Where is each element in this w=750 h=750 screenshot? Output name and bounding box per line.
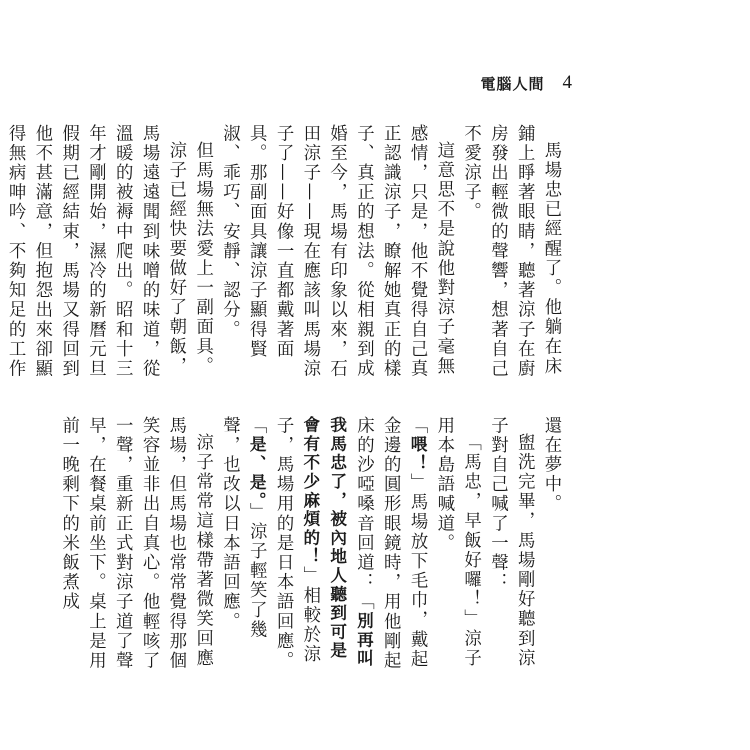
paragraph [216, 416, 270, 674]
paragraph: 這意思不是說他對涼子毫無感情，只是，他不覺得自己真正認識涼子，瞭解她真正的樣子、真正的想法。從相親到成婚至今，馬場有印象以來，石田涼子——現在應該叫馬場涼子了——好像一直都戴著面具。那副面具讓涼子顯得賢淑、乖巧、安靜、認分。 [219, 124, 454, 379]
running-header [480, 72, 572, 94]
text-run: 「 [407, 416, 428, 436]
paragraph [269, 416, 430, 674]
text-run: 」涼子輕笑了幾聲，也改以日本語回應。 [219, 416, 267, 640]
paragraph: 「馬忠，早飯好囉！」涼子用本島語喊道。 [433, 416, 481, 669]
bold-dialogue: 是、是。 [247, 435, 267, 503]
text-run: 」相較於涼子，馬場用的是日本語回應。 [273, 416, 320, 671]
paragraph: 盥洗完畢，馬場剛好聽到涼子對自己喊了一聲： [487, 416, 535, 669]
bold-dialogue: 別再叫我馬忠了，被內地人聽到可是會有不少麻煩的！ [300, 416, 374, 669]
paragraph-continuation: 還在夢中。 [541, 416, 561, 514]
paragraph: 涼子已經快要做好了朝飯，馬場遠遠聞到味噌的味道，從溫暖的被褥中爬出。昭和十三年才剛開始，濕冷的新曆元旦假期已經結束，馬場又得回到他不甚滿意，但抱怨出來卻顯得無病呻吟、不夠知足的工作 [5, 124, 186, 379]
bold-dialogue: 喂！ [408, 435, 428, 474]
paragraph: 但馬場無法愛上一副面具。 [192, 141, 213, 377]
upper-text-block [0, 124, 564, 382]
book-title: 電腦人間 [480, 74, 545, 93]
page-number: 4 [562, 72, 572, 93]
lower-text-block [55, 416, 564, 674]
text-run: 」馬場放下毛巾，戴起金邊的圓形眼鏡時，用他剛起床的沙啞嗓音回道：「 [353, 416, 428, 671]
paragraph: 涼子常常這樣帶著微笑回應馬場，但馬場也常常覺得那個笑容並非出自真心。他輕咳了一聲，重新正式對涼子道了聲早，在餐桌前坐下。桌上是用前一晚剩下的米飯煮成 [58, 416, 213, 671]
text-run: 「 [246, 416, 267, 436]
paragraph: 馬場忠已經醒了。他躺在床鋪上睜著眼睛，聽著涼子在廚房發出輕微的聲響，想著自己不愛涼子。 [460, 124, 561, 379]
